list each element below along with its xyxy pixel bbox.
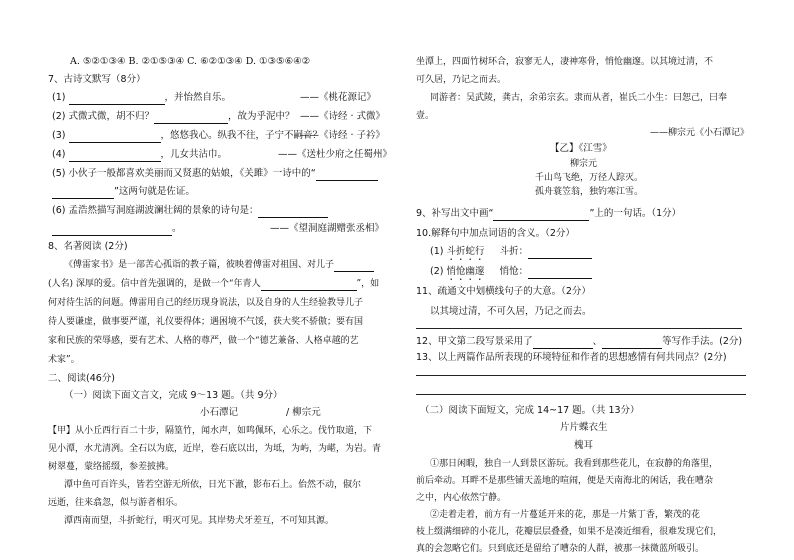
q7-6-blank-b[interactable] — [52, 223, 172, 236]
passage-title: 小石潭记 — [200, 407, 239, 418]
q7-6-blank-a[interactable] — [258, 205, 328, 218]
q11-answer-line[interactable] — [416, 328, 742, 329]
q7-3-num: (3) — [52, 130, 66, 141]
passage-line-2: 见小潭，水尤清冽。全石以为底，近岸，卷石底以出，为坻，为屿，为嵁，为岩。青 — [48, 444, 382, 454]
story-line-5: 枝上缀满细碎的小花儿，花瓣层层叠叠，如果不是凑近细看，很难发现它们， — [416, 527, 723, 537]
q7-2-source: ——《诗经 · 式微》 — [300, 111, 386, 122]
story-author: 槐耳 — [574, 440, 594, 451]
passage-cont-2: 可久居，乃记之而去。 — [416, 75, 507, 85]
q7-4-blank[interactable] — [69, 149, 161, 162]
q7-3-source: ——《诗经 · 子衿》 — [300, 130, 386, 141]
q8-line-3: 何对待生活的问题。傅雷用自己的经历现身说法，以及自身的人生经验教导儿子 — [48, 298, 364, 308]
section-2-sub: （一）阅读下面文言文，完成 9～13 题。（共 9分） — [64, 390, 283, 401]
passage-source: ——柳宗元《小石潭记》 — [650, 128, 750, 138]
q10: 10.解释句中加点词语的含义。（2分） — [416, 228, 575, 239]
passage-line-4: 潭中鱼可百许头，皆若空游无所依，日光下澈，影布石上。佁然不动，俶尔 — [64, 480, 362, 490]
section-2-title: 二、阅读(46分) — [48, 373, 116, 384]
q9: 9、补写出文中画“ ”上的一句话。（1分） — [416, 208, 682, 219]
passage-cont-1: 坐潭上，四面竹树环合，寂寥无人，凄神寒骨，悄怆幽邃。以其境过清，不 — [416, 57, 714, 67]
q7-5a: (5) 小伙子一般都喜欢美丽而又贤惠的姑娘，《关雎》一诗中的“ — [52, 168, 378, 181]
q8-blank-1[interactable] — [334, 259, 374, 272]
passage-line-5: 远逝，往来翕忽，似与游者相乐。 — [48, 498, 184, 508]
q13-answer-line-1[interactable] — [416, 375, 746, 376]
q7-2-text: 式微式微，胡不归？ — [68, 111, 155, 122]
q10-1-blank[interactable] — [528, 246, 592, 259]
q7-3 — [52, 130, 322, 143]
q9-blank[interactable] — [493, 208, 589, 221]
q7-1-blank[interactable] — [69, 92, 165, 105]
q8-title: 8、名著阅读 (2分) — [48, 241, 128, 252]
q7-6-source: ——《望洞庭湖赠张丞相》 — [270, 223, 385, 234]
q8-line-1: 《傅雷家书》是一部苦心孤诣的教子篇，彼映着傅雷对祖国、对儿子 — [64, 259, 374, 272]
passage-cont-4: 壹。 — [416, 111, 435, 121]
q7-1-source: ——《桃花源记》 — [300, 92, 377, 103]
q7-4 — [52, 149, 227, 162]
q8-blank-2[interactable] — [261, 278, 357, 291]
q12-blank-1[interactable] — [533, 336, 593, 349]
q7-6a: (6) 孟浩然描写洞庭湖波澜壮阔的景象的诗句是： — [52, 205, 328, 218]
passage-line-6: 潭西南而望，斗折蛇行，明灭可见。其岸势犬牙差互，不可知其源。 — [64, 516, 335, 526]
q7-3-rest: ，悠悠我心。纵我不往，子宁不嗣音？ — [160, 130, 323, 141]
q7-2-num: (2) — [52, 111, 66, 122]
story-line-3: 之中，内心依然宁静。 — [416, 493, 507, 503]
passage-line-3: 树翠蔓，蒙络摇缀，参差披拂。 — [48, 462, 175, 472]
q12: 12、甲文第二段写景采用了 、 等写作手法。(2分) — [416, 336, 743, 347]
q7-5b: ”这两句就是佐证。 — [52, 186, 195, 199]
q10-2-word: 悄怆幽邃 — [446, 266, 485, 277]
q7-1 — [52, 92, 231, 105]
q7-5-blank-a[interactable] — [316, 168, 378, 181]
q10-2: (2) 悄怆幽邃 悄怆： — [430, 266, 592, 283]
story-line-6: 真的会忽略它们。只到底还是留给了嘈杂的人群，被那一抹微蓝所吸引。 — [416, 544, 705, 554]
poem-line-1: 千山鸟飞绝，万径人踪灭。 — [535, 173, 644, 183]
q7-5-blank-b[interactable] — [52, 186, 114, 199]
q13: 13、以上两篇作品所表现的环境特征和作者的思想感情有何共同点？(2分) — [416, 352, 727, 363]
q7-4-num: (4) — [52, 149, 66, 160]
q7-1-rest: ，并怡然自乐。 — [164, 92, 232, 103]
answer-options: A. ⑤②①③④ B. ②①⑤③④ C. ⑥②①③④ D. ①③⑤⑥④② — [70, 56, 311, 67]
q13-answer-line-2[interactable] — [416, 394, 746, 395]
q7-2-blank[interactable] — [154, 111, 228, 124]
q7-2-rest: ，故为乎泥中？ — [228, 111, 295, 122]
passage-cont-3: 同游者：吴武陵，龚古，余弟宗玄。隶而从者，崔氏二小生：曰恕己，曰奉 — [430, 93, 728, 103]
q7-6b: 。 — [52, 223, 182, 236]
passage-line-1: 【甲】从小丘西行百二十步，隔篁竹，闻水声，如鸣佩环，心乐之。伐竹取道，下 — [48, 426, 373, 436]
q7-1-num: (1) — [52, 92, 66, 103]
story-title: 片片蝶衣生 — [560, 422, 608, 433]
poem-line-2: 孤舟蓑笠翁，独钓寒江雪。 — [535, 187, 644, 197]
story-line-4: ②走着走着，前方有一片蔓延开来的花，那是一片紫丁香，繁茂的花 — [430, 510, 701, 520]
q8-line-2: (人名) 深厚的爱。信中首先强调的，是做一个“年青人 ”，如 — [48, 279, 380, 289]
passage-author: / 柳宗元 — [286, 407, 321, 418]
q10-1-word: 斗折蛇行 — [446, 246, 485, 257]
q10-2-blank[interactable] — [528, 266, 592, 279]
q7-4-rest: ，儿女共沾巾。 — [160, 149, 228, 160]
story-line-2: 前后牵动。耳畔不是那些铺天盖地的喧闹，便是天南海北的闲话，我在嘈杂 — [416, 476, 714, 486]
q7-title: 7、古诗文默写（8分） — [48, 74, 146, 85]
poem-heading: 【乙】《江雪》 — [550, 143, 612, 154]
q8-line-4: 待人要谦虚，做事要严谨，礼仪要得体；遇困境不气馁，获大奖不骄傲；要有国 — [48, 317, 364, 327]
q10-1: (1) 斗折蛇行 斗折： — [430, 246, 592, 263]
q8-line-6: 术家”。 — [48, 355, 80, 365]
q7-3-blank[interactable] — [69, 130, 161, 143]
story-line-1: ①那日闲暇，独自一人到景区游玩。我看到那些花儿，在寂静的角落里， — [430, 459, 719, 469]
q7-2 — [52, 111, 295, 124]
q7-4-source: ——《送杜少府之任蜀州》 — [278, 149, 393, 160]
q12-blank-2[interactable] — [602, 336, 662, 349]
poem-author: 柳宗元 — [570, 159, 598, 169]
section-b-title: （二）阅读下面短文，完成 14~17 题。（共 13分） — [420, 405, 640, 416]
right-column — [400, 0, 794, 560]
q11: 11、疏通文中划横线句子的大意。（2分） — [416, 286, 591, 297]
q11-text: 以其境过清，不可久居，乃记之而去。 — [430, 306, 592, 317]
q8-line-5: 家和民族的荣辱感，要有艺术、人格的尊严，做一个“德艺兼备、人格卓越的艺 — [48, 336, 359, 346]
